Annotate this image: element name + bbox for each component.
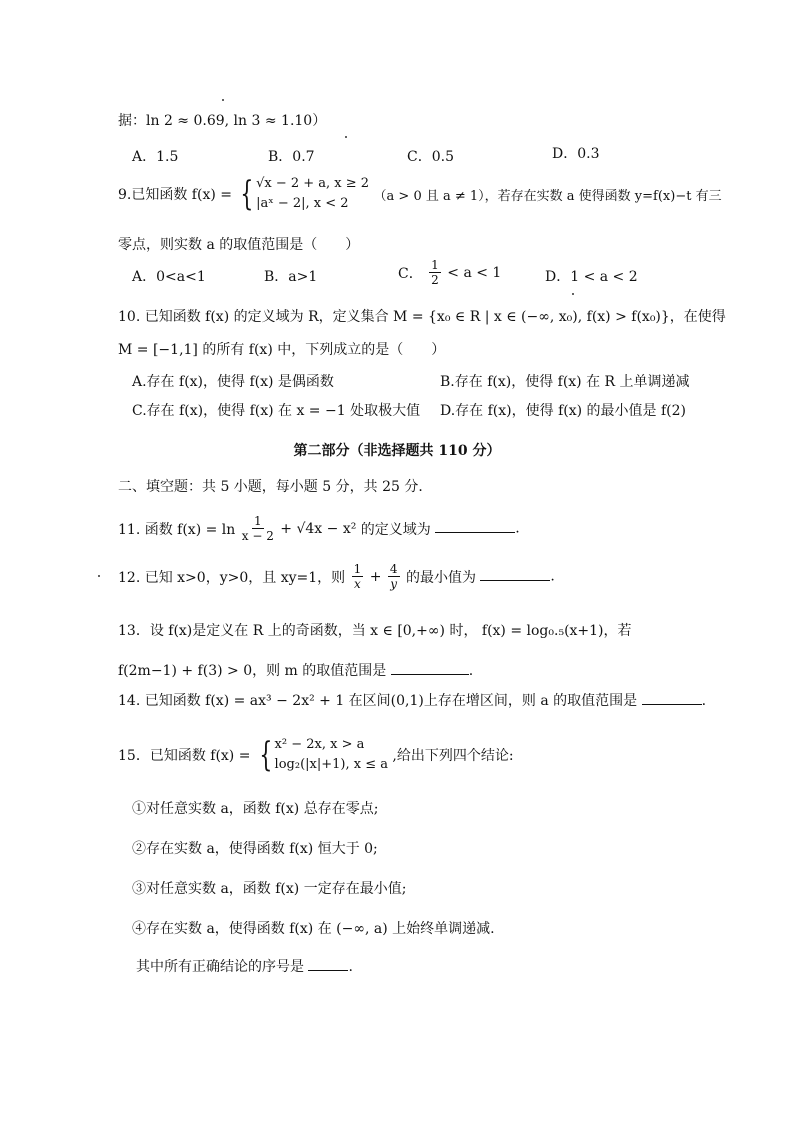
q15-suffix: ,给出下列四个结论: xyxy=(392,748,514,764)
q14-answer-blank[interactable] xyxy=(642,690,702,705)
q11-prefix: 11. 函数 f(x) = ln xyxy=(118,521,236,538)
q9-case-1: √x − 2 + a, x ≥ 2 xyxy=(256,176,370,191)
q9-option-b: B．a>1 xyxy=(264,269,318,285)
q12-prefix: 12. 已知 x>0，y>0，且 xy=1，则 xyxy=(118,569,346,586)
q9-stem xyxy=(118,174,722,214)
q9-prefix: 9.已知函数 f(x) = xyxy=(118,187,232,203)
q13-stem-line1: 13．设 f(x)是定义在 R 上的奇函数，当 x ∈ [0,+∞) 时， f(x) = log₀.₅(x+1)，若 xyxy=(118,623,632,639)
q11-sqrt-term: + √4x − x² xyxy=(280,520,357,537)
q10-option-b: B.存在 f(x)，使得 f(x) 在 R 上单调递减 xyxy=(440,374,690,390)
fill-in-heading: 二、填空题：共 5 小题，每小题 5 分，共 25 分． xyxy=(118,479,433,495)
q10-stem-line1: 10. 已知函数 f(x) 的定义域为 R，定义集合 M = {x₀ ∈ R | x ∈ (−∞, x₀), f(x) > f(x₀)}，在使得 xyxy=(118,309,726,325)
q11-answer-blank[interactable] xyxy=(435,518,515,533)
q11-stem: 11. 函数 f(x) = ln $\frac{1}{x - 2}$ + √4x − x² 的定义域为 . xyxy=(118,514,520,543)
q10-option-d: D.存在 f(x)，使得 f(x) 的最小值是 f(2) xyxy=(440,403,686,419)
q15-case-2: log₂(|x|+1), x ≤ a xyxy=(274,757,388,772)
left-brace: { xyxy=(259,735,273,775)
q9-option-d: D．1 < a < 2 xyxy=(545,269,638,285)
left-brace: { xyxy=(240,174,254,214)
q15-statement-2: ②存在实数 a，使得函数 f(x) 恒大于 0; xyxy=(132,841,378,857)
scan-speck xyxy=(98,575,100,577)
q15-statement-1: ①对任意实数 a，函数 f(x) 总存在零点; xyxy=(132,801,379,817)
q10-option-c: C.存在 f(x)，使得 f(x) 在 x = −1 处取极大值 xyxy=(132,403,421,419)
q12-stem: 12. 已知 x>0，y>0，且 xy=1，则 $\frac{1}{x}$ + $\frac{4}{y}$ 的最小值为 . xyxy=(118,562,555,591)
q8-hint: 据：ln 2 ≈ 0.69, ln 3 ≈ 1.10） xyxy=(118,113,327,129)
q12-fraction-2: $\frac{4}{y}$ xyxy=(389,562,398,591)
q8-option-d: D．0.3 xyxy=(552,146,600,162)
q12-answer-blank[interactable] xyxy=(480,566,550,581)
q15-prefix: 15．已知函数 f(x) = xyxy=(118,748,251,764)
q15-ask: 其中所有正确结论的序号是 . xyxy=(136,956,353,976)
q12-fraction-1: $\frac{1}{x}$ xyxy=(353,562,362,591)
q11-fraction: $\frac{1}{x - 2}$ xyxy=(241,514,274,543)
q11-suffix: 的定义域为 xyxy=(360,521,431,538)
q8-option-c: C．0.5 xyxy=(407,149,454,165)
part-two-title: 第二部分（非选择题共 110 分） xyxy=(293,443,501,459)
q9-stem-line2: 零点，则实数 a 的取值范围是（ ） xyxy=(118,237,360,253)
q15-statement-4: ④存在实数 a，使得函数 f(x) 在 (−∞, a) 上始终单调递减. xyxy=(132,921,495,937)
q13-answer-blank[interactable] xyxy=(391,660,469,675)
scan-speck xyxy=(572,293,574,295)
q8-option-a: A．1.5 xyxy=(132,149,179,165)
q9-case-2: |aˣ − 2|, x < 2 xyxy=(256,196,349,211)
q13-stem-line2: f(2m−1) + f(3) > 0，则 m 的取值范围是 . xyxy=(118,660,473,680)
q15-case-1: x² − 2x, x > a xyxy=(274,737,365,752)
q12-suffix: 的最小值为 xyxy=(405,569,476,586)
q15-piecewise xyxy=(255,735,388,775)
fraction-one-half: $\frac{1}{2}$ xyxy=(431,258,439,287)
q9-condition: （a > 0 且 a ≠ 1），若存在实数 a 使得函数 y=f(x)−t 有三 xyxy=(373,188,722,204)
q15-answer-blank[interactable] xyxy=(308,956,348,971)
q9-option-c: C． $\frac{1}{2}$ < a < 1 xyxy=(398,258,502,287)
q8-option-b: B．0.7 xyxy=(268,149,315,165)
q14-stem: 14. 已知函数 f(x) = ax³ − 2x² + 1 在区间(0,1)上存在增区间，则 a 的取值范围是 . xyxy=(118,690,706,710)
q10-stem-line2: M = [−1,1] 的所有 f(x) 中，下列成立的是（ ） xyxy=(118,342,446,358)
q9-piecewise xyxy=(236,174,369,214)
q15-statement-3: ③对任意实数 a，函数 f(x) 一定存在最小值; xyxy=(132,881,407,897)
q9-option-a: A．0<a<1 xyxy=(132,269,206,285)
q10-option-a: A.存在 f(x)，使得 f(x) 是偶函数 xyxy=(132,374,334,390)
q15-stem xyxy=(118,735,514,775)
scan-speck xyxy=(345,136,347,138)
scan-speck xyxy=(222,99,224,101)
